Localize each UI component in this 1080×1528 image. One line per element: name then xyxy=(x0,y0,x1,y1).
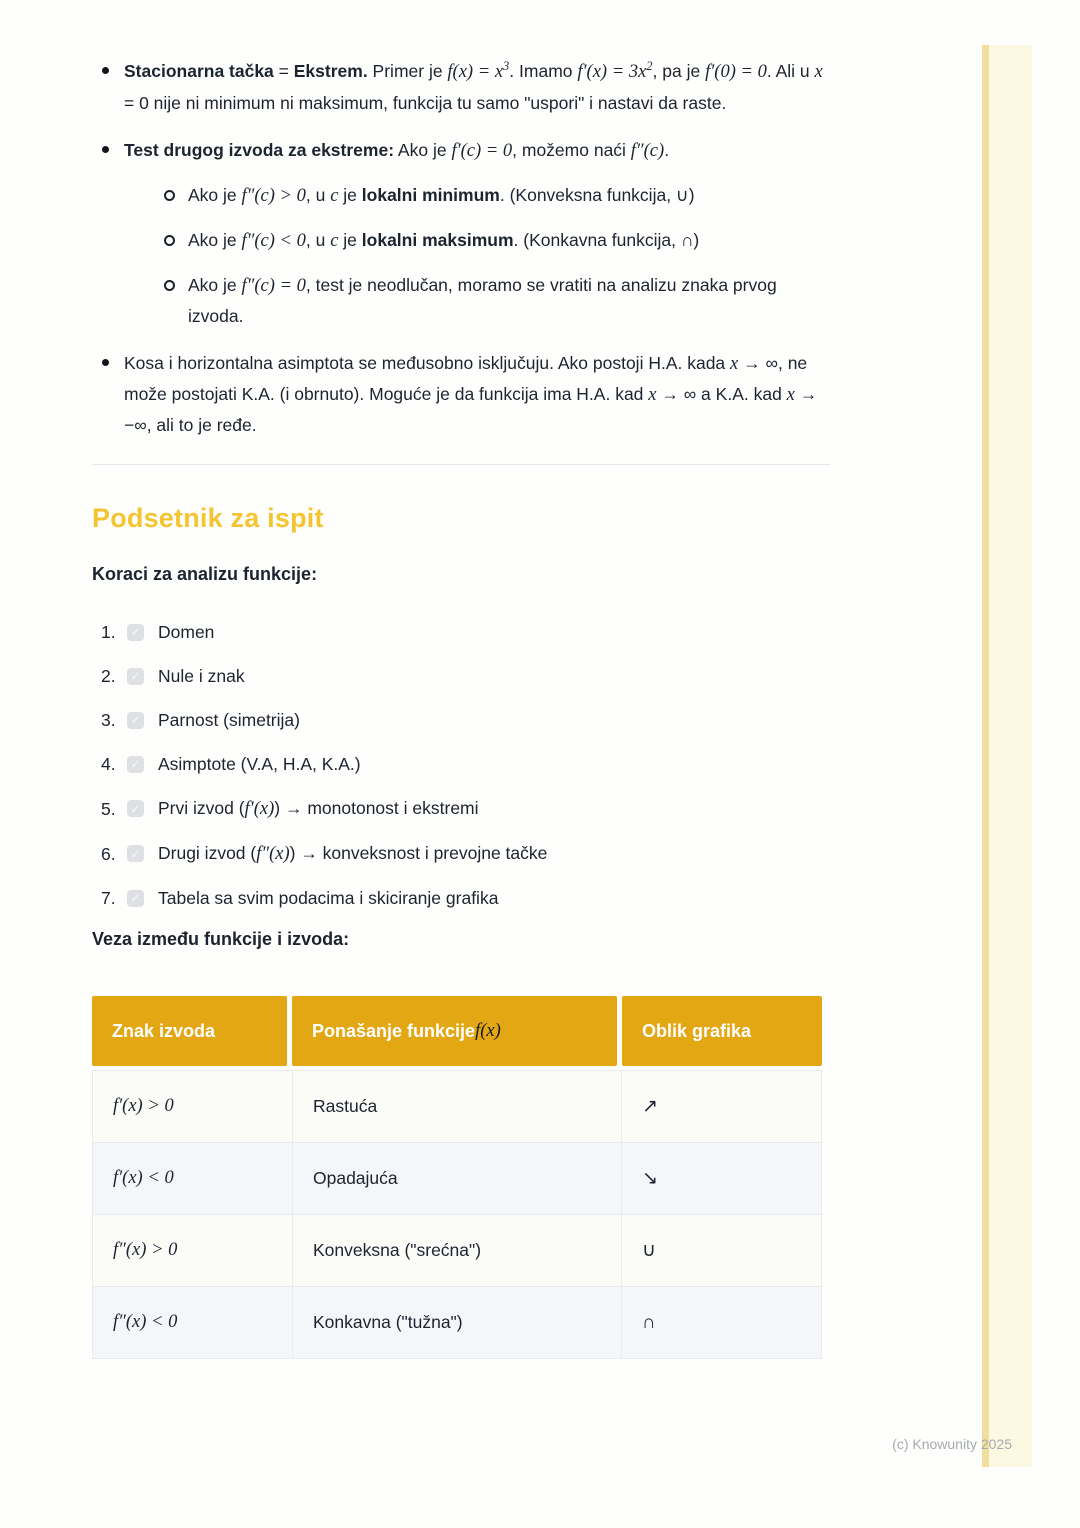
text-segment: = xyxy=(273,61,294,81)
text-segment: ) → konveksnost i prevojne tačke xyxy=(289,843,548,863)
behavior-cell xyxy=(292,1143,621,1214)
text-segment: Prvi izvod ( xyxy=(158,798,245,818)
checklist-item xyxy=(101,838,830,869)
text-segment: Rastuća xyxy=(313,1096,378,1116)
math-expression: x xyxy=(814,62,823,82)
graph-shape-cell xyxy=(621,1215,821,1286)
text-segment: Znak izvoda xyxy=(112,1020,216,1041)
analysis-checklist xyxy=(101,617,830,913)
text-segment: , u xyxy=(305,230,331,250)
text-segment: , pa je xyxy=(652,61,706,81)
checkbox-checked-icon[interactable]: ✓ xyxy=(127,624,144,641)
table-row xyxy=(93,1286,821,1358)
sub-bullet-text xyxy=(188,230,699,250)
table-body xyxy=(92,1070,822,1359)
text-segment: Domen xyxy=(158,622,215,642)
checkbox-checked-icon[interactable]: ✓ xyxy=(127,800,144,817)
text-segment: Stacionarna tačka xyxy=(124,61,274,81)
table-row xyxy=(93,1071,821,1142)
checklist-item xyxy=(101,883,830,913)
math-expression: f″(c) > 0 xyxy=(241,186,306,206)
checkbox-checked-icon[interactable]: ✓ xyxy=(127,712,144,729)
math-expression: x xyxy=(730,354,739,374)
graph-shape-cell xyxy=(621,1143,821,1214)
text-segment: → −∞, ali to je ređe. xyxy=(124,384,818,435)
math-expression: f″(c) < 0 xyxy=(241,231,306,251)
text-segment: Ekstrem. xyxy=(293,61,368,81)
bullet-item xyxy=(92,135,830,331)
text-segment: Ako je xyxy=(188,185,242,205)
text-segment: . (Konveksna funkcija, ∪) xyxy=(499,185,695,205)
checkbox-checked-icon[interactable]: ✓ xyxy=(127,845,144,862)
derivative-sign-cell xyxy=(93,1143,292,1214)
bullet-text xyxy=(124,61,823,113)
checklist-item xyxy=(101,793,830,824)
sub-bullet-item xyxy=(156,225,830,256)
text-segment: Nule i znak xyxy=(158,666,245,686)
sub-bullet-text xyxy=(188,275,777,326)
bullet-item xyxy=(92,348,830,440)
math-expression: 2 xyxy=(646,59,653,73)
sub-bullet-text xyxy=(188,185,695,205)
text-segment: Opadajuća xyxy=(313,1168,398,1188)
step-label xyxy=(158,617,214,647)
math-expression: f′(x) < 0 xyxy=(113,1168,174,1188)
text-segment: . xyxy=(664,140,670,160)
checkbox-checked-icon[interactable]: ✓ xyxy=(127,668,144,685)
math-expression: f″(x) xyxy=(256,844,290,864)
step-number: 6. xyxy=(101,843,116,864)
graph-shape-symbol: ↘ xyxy=(642,1168,658,1189)
text-segment: lokalni maksimum xyxy=(361,230,514,250)
step-number: 3. xyxy=(101,710,116,730)
behavior-cell xyxy=(292,1287,621,1358)
text-segment: ) → monotonost i ekstremi xyxy=(274,798,479,818)
math-expression: f″(x) > 0 xyxy=(113,1240,178,1260)
text-segment: Tabela sa svim podacima i skiciranje grafika xyxy=(158,888,499,908)
text-segment: . Ali u xyxy=(766,61,815,81)
math-expression: 3 xyxy=(503,59,510,73)
derivative-sign-cell xyxy=(93,1215,292,1286)
graph-shape-cell xyxy=(621,1071,821,1142)
math-expression: f′(x) > 0 xyxy=(113,1096,174,1116)
math-expression: f′(0) = 0 xyxy=(705,62,767,82)
derivative-table xyxy=(92,996,822,1359)
checkbox-checked-icon[interactable]: ✓ xyxy=(127,890,144,907)
section-divider xyxy=(92,464,830,465)
table-row xyxy=(93,1214,821,1286)
math-expression: x xyxy=(648,385,657,405)
relation-label: Veza između funkcije i izvoda: xyxy=(92,929,350,949)
math-expression: f′(x) xyxy=(244,799,275,819)
math-expression: f(x) xyxy=(475,1020,501,1041)
math-expression: c xyxy=(330,231,339,251)
text-segment: Primer je xyxy=(367,61,448,81)
math-expression: c xyxy=(330,186,339,206)
checklist-item xyxy=(101,617,830,647)
text-segment: Konkavna ("tužna") xyxy=(313,1312,463,1332)
text-segment: . Imamo xyxy=(509,61,578,81)
text-segment: Parnost (simetrija) xyxy=(158,710,300,730)
math-expression: f″(x) < 0 xyxy=(113,1312,178,1332)
math-expression: f″(c) xyxy=(630,141,665,161)
graph-shape-cell xyxy=(621,1287,821,1358)
bullet-text xyxy=(124,353,817,435)
text-segment: , test je neodlučan, moramo se vratiti na analizu znaka prvog izvoda. xyxy=(188,275,777,326)
table-header-cell xyxy=(622,996,822,1066)
table-row xyxy=(93,1142,821,1214)
derivative-sign-cell xyxy=(93,1287,292,1358)
math-expression: f′(c) = 0 xyxy=(451,141,513,161)
step-label xyxy=(158,883,498,913)
text-segment: Kosa i horizontalna asimptota se međusobno isključuju. Ako postoji H.A. kada xyxy=(124,353,731,373)
checklist-item xyxy=(101,749,830,779)
math-expression: f(x) = x xyxy=(447,62,504,82)
bullet-item xyxy=(92,56,830,118)
text-segment: Test drugog izvoda za ekstreme: xyxy=(124,140,395,160)
copyright-text: (c) Knowunity 2025 xyxy=(892,1436,1012,1452)
text-segment: → ∞, ne može postojati K.A. (i obrnuto). Moguće je da funkcija ima H.A. kad xyxy=(124,353,808,404)
table-header-row xyxy=(92,996,822,1066)
sub-bullet-item xyxy=(156,270,830,331)
step-label xyxy=(158,705,300,735)
section-title: Podsetnik za ispit xyxy=(92,503,324,533)
step-label xyxy=(158,661,245,691)
text-segment: Drugi izvod ( xyxy=(158,843,257,863)
text-segment: Asimptote (V.A, H.A, K.A.) xyxy=(158,754,361,774)
table-header-cell xyxy=(292,996,617,1066)
text-segment: , možemo naći xyxy=(512,140,631,160)
text-segment: Ako je xyxy=(188,275,242,295)
step-label xyxy=(158,793,479,824)
math-expression: f″(c) = 0 xyxy=(241,276,306,296)
checkbox-checked-icon[interactable]: ✓ xyxy=(127,756,144,773)
checklist-item xyxy=(101,661,830,691)
text-segment: je xyxy=(338,185,362,205)
bullet-list xyxy=(92,56,830,440)
derivative-sign-cell xyxy=(93,1071,292,1142)
step-number: 7. xyxy=(101,888,116,908)
step-label xyxy=(158,838,547,869)
text-segment: lokalni minimum xyxy=(361,185,500,205)
text-segment: Konveksna ("srećna") xyxy=(313,1240,482,1260)
graph-shape-symbol: ↗ xyxy=(642,1096,658,1117)
step-number: 1. xyxy=(101,622,116,642)
sub-bullet-item xyxy=(156,180,830,211)
step-number: 5. xyxy=(101,798,116,819)
steps-label: Koraci za analizu funkcije: xyxy=(92,564,318,584)
graph-shape-symbol: ∪ xyxy=(642,1240,656,1261)
step-number: 4. xyxy=(101,754,116,774)
math-expression: f′(x) = 3x xyxy=(577,62,647,82)
table-header-cell xyxy=(92,996,287,1066)
text-segment: = 0 nije ni minimum ni maksimum, funkcija tu samo "uspori" i nastavi da raste. xyxy=(124,93,727,113)
bullet-text xyxy=(124,140,669,160)
graph-shape-symbol: ∩ xyxy=(642,1311,656,1333)
behavior-cell xyxy=(292,1215,621,1286)
behavior-cell xyxy=(292,1071,621,1142)
text-segment: Ponašanje funkcije xyxy=(312,1020,476,1041)
text-segment: Ako je xyxy=(188,230,242,250)
text-segment: Oblik grafika xyxy=(642,1020,752,1041)
text-segment: → ∞ a K.A. kad xyxy=(656,384,787,404)
text-segment: je xyxy=(338,230,362,250)
math-expression: x xyxy=(786,385,795,405)
text-segment: . (Konkavna funkcija, ∩) xyxy=(513,230,700,250)
text-segment: Ako je xyxy=(394,140,452,160)
text-segment: , u xyxy=(305,185,331,205)
checklist-item xyxy=(101,705,830,735)
sub-bullet-list xyxy=(156,180,830,331)
step-label xyxy=(158,749,361,779)
step-number: 2. xyxy=(101,666,116,686)
